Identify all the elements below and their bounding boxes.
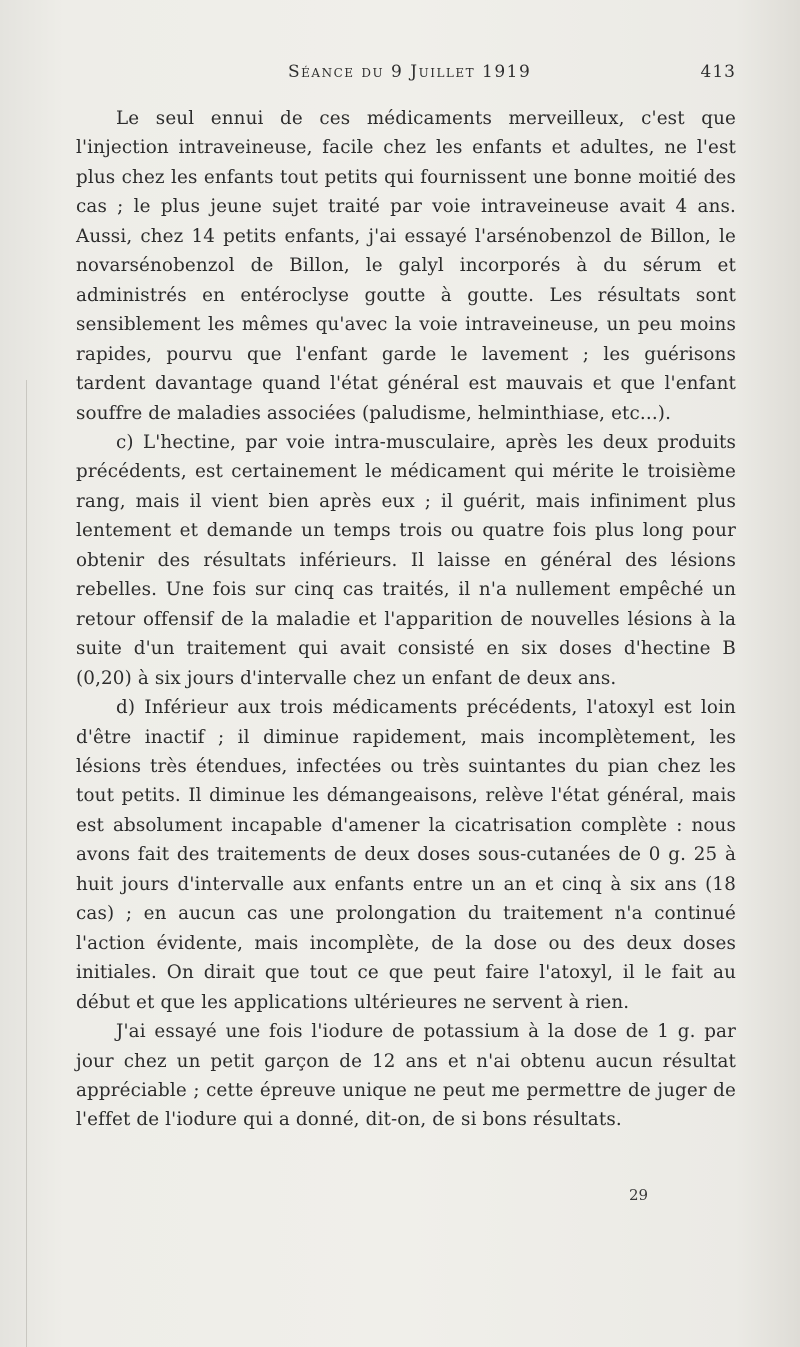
paragraph-atoxyl: d) Inférieur aux trois médicaments précédents, l'atoxyl est loin d'être inactif ; il diminue rapidement, mais incomplètement, les lésions très étendues, infectées ou très suintantes du pian chez les tout petits. Il diminue les démangeaisons, relève l'état général, mais est absolument incapable d'amener la cicatrisation complète : nous avons fait des traitements de deux doses sous-cutanées de 0 g. 25 à huit jours d'intervalle aux enfants entre un an et cinq à six ans (18 cas) ; en aucun cas une prolongation du traitement n'a continué l'action évidente, mais incomplète, de la dose ou des deux doses initiales. On dirait que tout ce que peut faire l'atoxyl, il le fait au début et que les applications ultérieures ne servent à rien. xyxy=(76,697,736,1013)
paragraph-intraveineuse: Le seul ennui de ces médicaments merveilleux, c'est que l'injection intraveineuse, facile chez les enfants et adultes, ne l'est plus chez les enfants tout petits qui fournissent une bonne moitié des cas ; le plus jeune sujet traité par voie intraveineuse avait 4 ans. Aussi, chez 14 petits enfants, j'ai essayé l'arsénobenzol de Billon, le novarsénobenzol de Billon, le galyl incorporés à du sérum et administrés en entéroclyse goutte à goutte. Les résultats sont sensiblement les mêmes qu'avec la voie intraveineuse, un peu moins rapides, pourvu que l'enfant garde le lavement ; les guérisons tardent davantage quand l'état général est mauvais et que l'enfant souffre de maladies associées (paludisme, helminthiase, etc...). xyxy=(76,108,736,424)
signature-mark: 29 xyxy=(629,1186,649,1204)
paragraph-hectine: c) L'hectine, par voie intra-musculaire, après les deux produits précédents, est certainement le médicament qui mérite le troisième rang, mais il vient bien après eux ; il guérit, mais infiniment plus lentement et demande un temps trois ou quatre fois plus long pour obtenir des résultats inférieurs. Il laisse en général des lésions rebelles. Une fois sur cinq cas traités, il n'a nullement empêché un retour offensif de la maladie et l'apparition de nouvelles lésions à la suite d'un traitement qui avait consisté en six doses d'hectine B (0,20) à six jours d'intervalle chez un enfant de deux ans. xyxy=(76,431,736,689)
running-title: Séance du 9 Juillet 1919 xyxy=(288,62,532,82)
page-number: 413 xyxy=(700,62,736,82)
page-fold-line xyxy=(26,380,27,1347)
paragraph-iodure: J'ai essayé une fois l'iodure de potassium à la dose de 1 g. par jour chez un petit garçon de 12 ans et n'ai obtenu aucun résultat appréciable ; cette épreuve unique ne peut me permettre de juger de l'effet de l'iodure qui a donné, dit-on, de si bons résultats. xyxy=(76,1021,736,1131)
body-text xyxy=(76,104,736,1135)
page-header xyxy=(76,62,736,92)
